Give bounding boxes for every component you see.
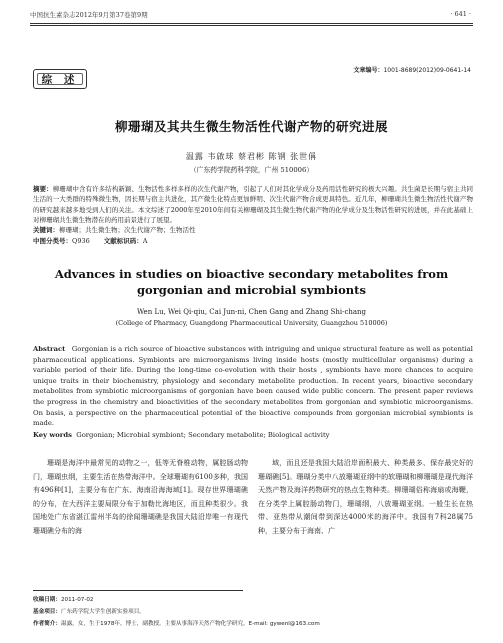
english-abstract-label: Abstract [33, 345, 66, 353]
body-column-right: 域，而且还是我国大陆沿岸面积最大、种类最多、保存最完好的珊瑚礁[5]。珊瑚分类中八放珊瑚亚纲中的软珊瑚和柳珊瑚是现代海洋天然产物及海洋药物研究的热点生物种类。柳珊瑚俗称海扇或海鞭，在分类学上属腔肠动物门，珊瑚纲，八放珊瑚亚纲。一般生长在热带、亚热带从潮间带到深达4000米的海洋中。我国有7科28属75种，主要分布于海南、广 [258, 459, 473, 535]
article-number [353, 65, 471, 74]
chinese-abstract [33, 184, 473, 225]
english-authors: Wen Lu, Wei Qi-qiu, Cai Jun-ni, Chen Gang and Zhang Shi-chang [136, 308, 367, 316]
footnote-received [33, 595, 94, 603]
classification-value: Q936 [72, 237, 90, 245]
body-column-left: 珊瑚是海洋中最常见的动物之一，低等无脊椎动物，属腔肠动物门，珊瑚虫纲，主要生活在热带海洋中。全球珊瑚有6100多种，我国有496种[1]，主要分布在广东、海南沿海海域[1]。现存世界珊瑚礁的分布，在大西洋主要局限分布于加勒比海地区，而且种类很少。我国地处广东省湛江雷州半岛的徐闻珊瑚礁是我国大陆沿岸唯一有现代珊瑚礁分布的海 [33, 459, 248, 535]
english-keywords [33, 431, 473, 439]
section-badge [33, 69, 87, 89]
header-rule-thin [30, 25, 473, 26]
author-label: 作者简介： [33, 621, 61, 627]
author-value: 温露，女，生于1978年，博士，副教授。主要从事海洋天然产物化学研究。E-mail: gywenl@163.com [60, 621, 320, 627]
section-badge-label: 综 述 [41, 73, 79, 86]
footnote-rule [33, 590, 243, 591]
doc-code-value: A [142, 237, 148, 245]
english-keywords-text: Gorgonian; Microbial symbiont; Secondary metabolite; Biological activity [76, 431, 330, 439]
article-number-label: 文章编号： [353, 67, 384, 74]
chinese-affiliation: （广东药学院药科学院，广州 510006） [189, 166, 314, 174]
english-keywords-label: Key words [33, 431, 72, 439]
doc-code-label: 文献标识码： [103, 237, 143, 245]
chinese-keywords-text: 柳珊瑚；共生微生物；次生代谢产物；生物活性 [59, 226, 196, 234]
footnote-fund [33, 607, 145, 615]
received-value: 2011-07-02 [60, 597, 94, 603]
footnote-author [33, 619, 320, 627]
article-number-value: 1001-8689(2012)09-0641-14 [383, 67, 471, 74]
received-label: 收稿日期： [33, 597, 61, 603]
english-abstract [33, 344, 473, 429]
classification-label: 中图分类号： [33, 237, 72, 245]
chinese-abstract-text: 柳珊瑚中含有许多结构新颖、生物活性多样多样的次生代谢产物，引起了人们对其化学成分及药用活性研究的极大兴趣。共生菌是长期与宿主共同生活的一大类群的特殊微生物，因长期与宿主共进化，其产微生化特点更加鲜明、次生代谢产物合成更具特色。近几年，柳珊瑚共生微生物活性代谢产物的研究越来越多地受到人们的关注。本文综述了2000年至2010年间有关柳珊瑚及其生微生物代谢产物的化学成分及生物活性研究的进展，并在此基础上对柳珊瑚共生微生物潜在的药用前景进行了展望。 [33, 185, 474, 224]
fund-value: 广东药学院大学生创新实验项目。 [60, 609, 145, 615]
chinese-keywords-label: 关键词： [33, 226, 59, 234]
classification-line [33, 236, 473, 245]
header-rule [30, 23, 473, 24]
english-title: Advances in studies on bioactive secondary metabolites from gorgonian and microbial symbionts [54, 267, 449, 297]
chinese-authors: 温露 韦啟球 蔡君彬 陈钢 张世偁 [185, 152, 318, 161]
chinese-title: 柳珊瑚及其共生微生物活性代谢产物的研究进展 [114, 119, 388, 134]
english-abstract-text: Gorgonian is a rich source of bioactive substances with intriguing and unique structural feature as well as potential pharmaceutical applications. Symbionts are microorganisms living inside hosts (mostly multicellular organisms) during a variable period of their life. During the long-time co-evolution with their hosts , symbionts have more chances to acquire unique traits in their biochemistry, physiology and secondary metabolite production. In recent years, bioactive secondary metabolites from symbiotic microorganisms of gorgonian have been caused wide public concern. The present paper reviews the progress in the chemistry and bioactivities of the secondary metabolites from gorgonian and symbiotic microorganisms. On basis, a perspective on the pharmaceutical potential of the bioactive compounds from gorgonian microbial symbionts is made. [33, 345, 473, 428]
page-number: · 641 · [450, 10, 471, 18]
chinese-keywords [33, 225, 473, 234]
fund-label: 基金项目： [33, 609, 61, 615]
journal-header: 中国抗生素杂志2012年9月第37卷第9期 [30, 11, 148, 19]
english-affiliation: (College of Pharmacy, Guangdong Pharmaceutical University, Guangzhou 510006) [115, 319, 388, 327]
chinese-abstract-label: 摘要： [33, 185, 53, 193]
